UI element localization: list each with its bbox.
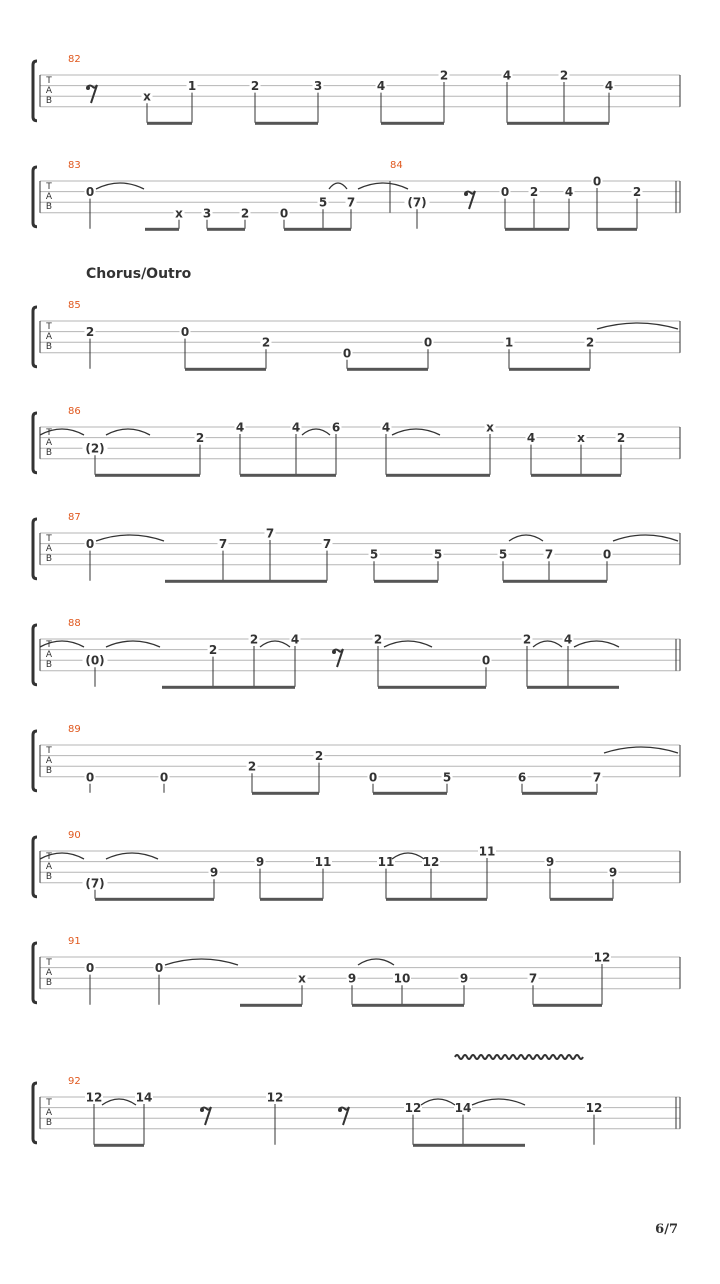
fret-number: 2 [247,759,257,774]
tie-arc [533,641,562,647]
note-beam [386,474,490,477]
system-bracket [33,61,37,121]
fret-number: 4 [290,632,300,647]
tie-arc [358,959,394,965]
tab-clef-letter: A [45,968,53,978]
tab-clef-letter: T [46,534,52,544]
fret-number: 9 [545,855,555,870]
fret-number: 2 [373,632,383,647]
fret-number: 7 [528,971,538,986]
fret-number: 0 [342,346,352,361]
measure-number: 85 [68,300,81,311]
page-number: 6/7 [655,1222,678,1237]
note-beam [531,474,621,477]
tab-clef-letter: T [46,852,52,862]
tie-arc [260,641,290,647]
tie-arc [96,183,144,189]
tie-arc [384,641,432,647]
fret-number: 1 [504,335,514,350]
fret-number: 9 [255,855,265,870]
system-bracket [33,519,37,579]
tab-clef-letter: T [46,958,52,968]
note-beam [185,368,266,371]
fret-number: 11 [377,855,395,870]
fret-number: x [298,971,306,986]
tie-arc [165,959,238,965]
note-beam [378,686,486,689]
fret-number: (7) [85,876,105,891]
fret-number: 5 [318,195,328,210]
fret-number: 12 [422,855,440,870]
note-beam [507,122,609,125]
tab-clef-letter: A [45,650,53,660]
system-bracket [33,731,37,791]
fret-number: 4 [526,431,536,446]
fret-number: 6 [517,770,527,785]
fret-number: 7 [218,537,228,552]
fret-number: 4 [502,68,512,83]
fret-number: 2 [632,185,642,200]
tie-arc [392,429,440,435]
tab-clef-letter: T [46,428,52,438]
fret-number: 2 [616,431,626,446]
fret-number: 12 [404,1101,422,1116]
tie-arc [106,429,150,435]
tie-arc [509,535,543,541]
tie-arc [96,535,164,541]
fret-number: 4 [381,420,391,435]
note-beam [527,686,619,689]
fret-number: 0 [85,537,95,552]
fret-number: 12 [85,1090,103,1105]
fret-number: 0 [602,547,612,562]
measure-number: 83 [68,160,81,171]
fret-number: 0 [85,185,95,200]
fret-number: 10 [393,971,411,986]
note-beam [165,580,327,583]
system-bracket [33,413,37,473]
fret-number: 11 [314,855,332,870]
fret-number: 9 [347,971,357,986]
tie-arc [358,183,408,189]
measure-number: 92 [68,1076,81,1087]
tab-clef-letter: B [45,1118,53,1128]
fret-number: 4 [604,79,614,94]
tab-clef-letter: A [45,1108,53,1118]
fret-number: 3 [202,206,212,221]
fret-number: 2 [208,643,218,658]
system-bracket [33,943,37,1003]
note-beam [240,1004,302,1007]
tab-clef-letter: A [45,438,53,448]
fret-number: 2 [529,185,539,200]
note-beam [162,686,295,689]
fret-number: 11 [478,844,496,859]
fret-number: 0 [159,770,169,785]
note-beam [95,474,200,477]
tab-clef-letter: T [46,76,52,86]
tab-clef-letter: B [45,660,53,670]
tab-clef-letter: T [46,322,52,332]
fret-number: 2 [195,431,205,446]
note-beam [503,580,607,583]
note-beam [240,474,336,477]
note-beam [533,1004,602,1007]
tab-clef-letter: B [45,554,53,564]
measure-number: 90 [68,830,81,841]
tie-arc [102,1099,136,1105]
note-beam [381,122,444,125]
fret-number: 7 [592,770,602,785]
fret-number: 12 [593,950,611,965]
tab-clef-letter: A [45,862,53,872]
note-beam [413,1144,525,1147]
note-beam [347,368,428,371]
fret-number: 7 [346,195,356,210]
note-beam [147,122,192,125]
fret-number: 2 [261,335,271,350]
note-beam [284,228,351,231]
measure-number: 84 [390,160,403,171]
fret-number: 5 [433,547,443,562]
fret-number: 2 [250,79,260,94]
tab-clef-letter: A [45,192,53,202]
tab-clef-letter: T [46,182,52,192]
note-beam [505,228,569,231]
rest-dot [86,86,90,90]
fret-number: 2 [522,632,532,647]
fret-number: 4 [563,632,573,647]
fret-number: 2 [314,749,324,764]
system-bracket [33,1083,37,1143]
tie-arc [329,183,347,189]
tab-clef-letter: A [45,756,53,766]
fret-number: 2 [240,206,250,221]
system-bracket [33,837,37,897]
fret-number: 0 [85,961,95,976]
fret-number: 9 [209,865,219,880]
note-beam [94,1144,144,1147]
tie-arc [472,1099,525,1105]
note-beam [255,122,318,125]
rest-dot [338,1108,342,1112]
fret-number: 5 [442,770,452,785]
note-beam [522,792,597,795]
fret-number: 7 [322,537,332,552]
fret-number: x [577,431,585,446]
note-beam [373,792,447,795]
system-bracket [33,167,37,227]
rest-dot [464,192,468,196]
fret-number: 2 [85,325,95,340]
tie-arc [597,323,678,329]
fret-number: (2) [85,441,105,456]
fret-number: x [486,420,494,435]
tab-clef-letter: T [46,746,52,756]
fret-number: 5 [369,547,379,562]
vibrato-marking [455,1055,583,1059]
fret-number: 12 [585,1101,603,1116]
fret-number: 0 [500,185,510,200]
fret-number: 4 [564,185,574,200]
fret-number: 2 [439,68,449,83]
fret-number: 0 [279,206,289,221]
tie-arc [302,429,330,435]
fret-number: 9 [459,971,469,986]
tab-clef-letter: B [45,872,53,882]
rest-dot [332,650,336,654]
tie-arc [106,853,158,859]
note-beam [352,1004,464,1007]
fret-number: 2 [559,68,569,83]
section-label: Chorus/Outro [86,266,192,282]
tab-clef-letter: A [45,332,53,342]
fret-number: 0 [85,770,95,785]
fret-number: 0 [154,961,164,976]
fret-number: 2 [585,335,595,350]
note-beam [260,898,323,901]
tab-clef-letter: T [46,640,52,650]
fret-number: (7) [407,195,427,210]
fret-number: 6 [331,420,341,435]
tie-arc [604,747,678,753]
fret-number: 4 [291,420,301,435]
tab-clef-letter: T [46,1098,52,1108]
fret-number: x [175,206,183,221]
fret-number: 0 [423,335,433,350]
rest-dot [200,1108,204,1112]
note-beam [597,228,637,231]
fret-number: 4 [376,79,386,94]
tab-clef-letter: B [45,202,53,212]
tie-arc [392,853,424,859]
measure-number: 87 [68,512,81,523]
fret-number: 3 [313,79,323,94]
note-beam [252,792,319,795]
fret-number: 5 [498,547,508,562]
measure-number: 89 [68,724,81,735]
tab-clef-letter: B [45,766,53,776]
fret-number: 14 [454,1101,472,1116]
tie-arc [574,641,619,647]
tie-arc [613,535,678,541]
measure-number: 86 [68,406,81,417]
fret-number: 0 [180,325,190,340]
note-beam [550,898,613,901]
system-bracket [33,307,37,367]
fret-number: 7 [265,526,275,541]
tab-clef-letter: B [45,342,53,352]
tab-clef-letter: B [45,96,53,106]
fret-number: 0 [368,770,378,785]
measure-number: 82 [68,54,81,65]
measure-number: 91 [68,936,81,947]
fret-number: 14 [135,1090,153,1105]
note-beam [95,898,214,901]
fret-number: 0 [592,174,602,189]
tab-clef-letter: B [45,978,53,988]
fret-number: 4 [235,420,245,435]
fret-number: x [143,89,151,104]
fret-number: 12 [266,1090,284,1105]
note-beam [374,580,438,583]
tie-arc [106,641,160,647]
fret-number: 2 [249,632,259,647]
fret-number: 1 [187,79,197,94]
measure-number: 88 [68,618,81,629]
system-bracket [33,625,37,685]
tie-arc [421,1099,455,1105]
note-beam [207,228,245,231]
tab-clef-letter: B [45,448,53,458]
note-beam [145,228,179,231]
fret-number: (0) [85,653,105,668]
fret-number: 9 [608,865,618,880]
tab-clef-letter: A [45,86,53,96]
fret-number: 7 [544,547,554,562]
fret-number: 0 [481,653,491,668]
tab-clef-letter: A [45,544,53,554]
note-beam [386,898,487,901]
note-beam [509,368,590,371]
